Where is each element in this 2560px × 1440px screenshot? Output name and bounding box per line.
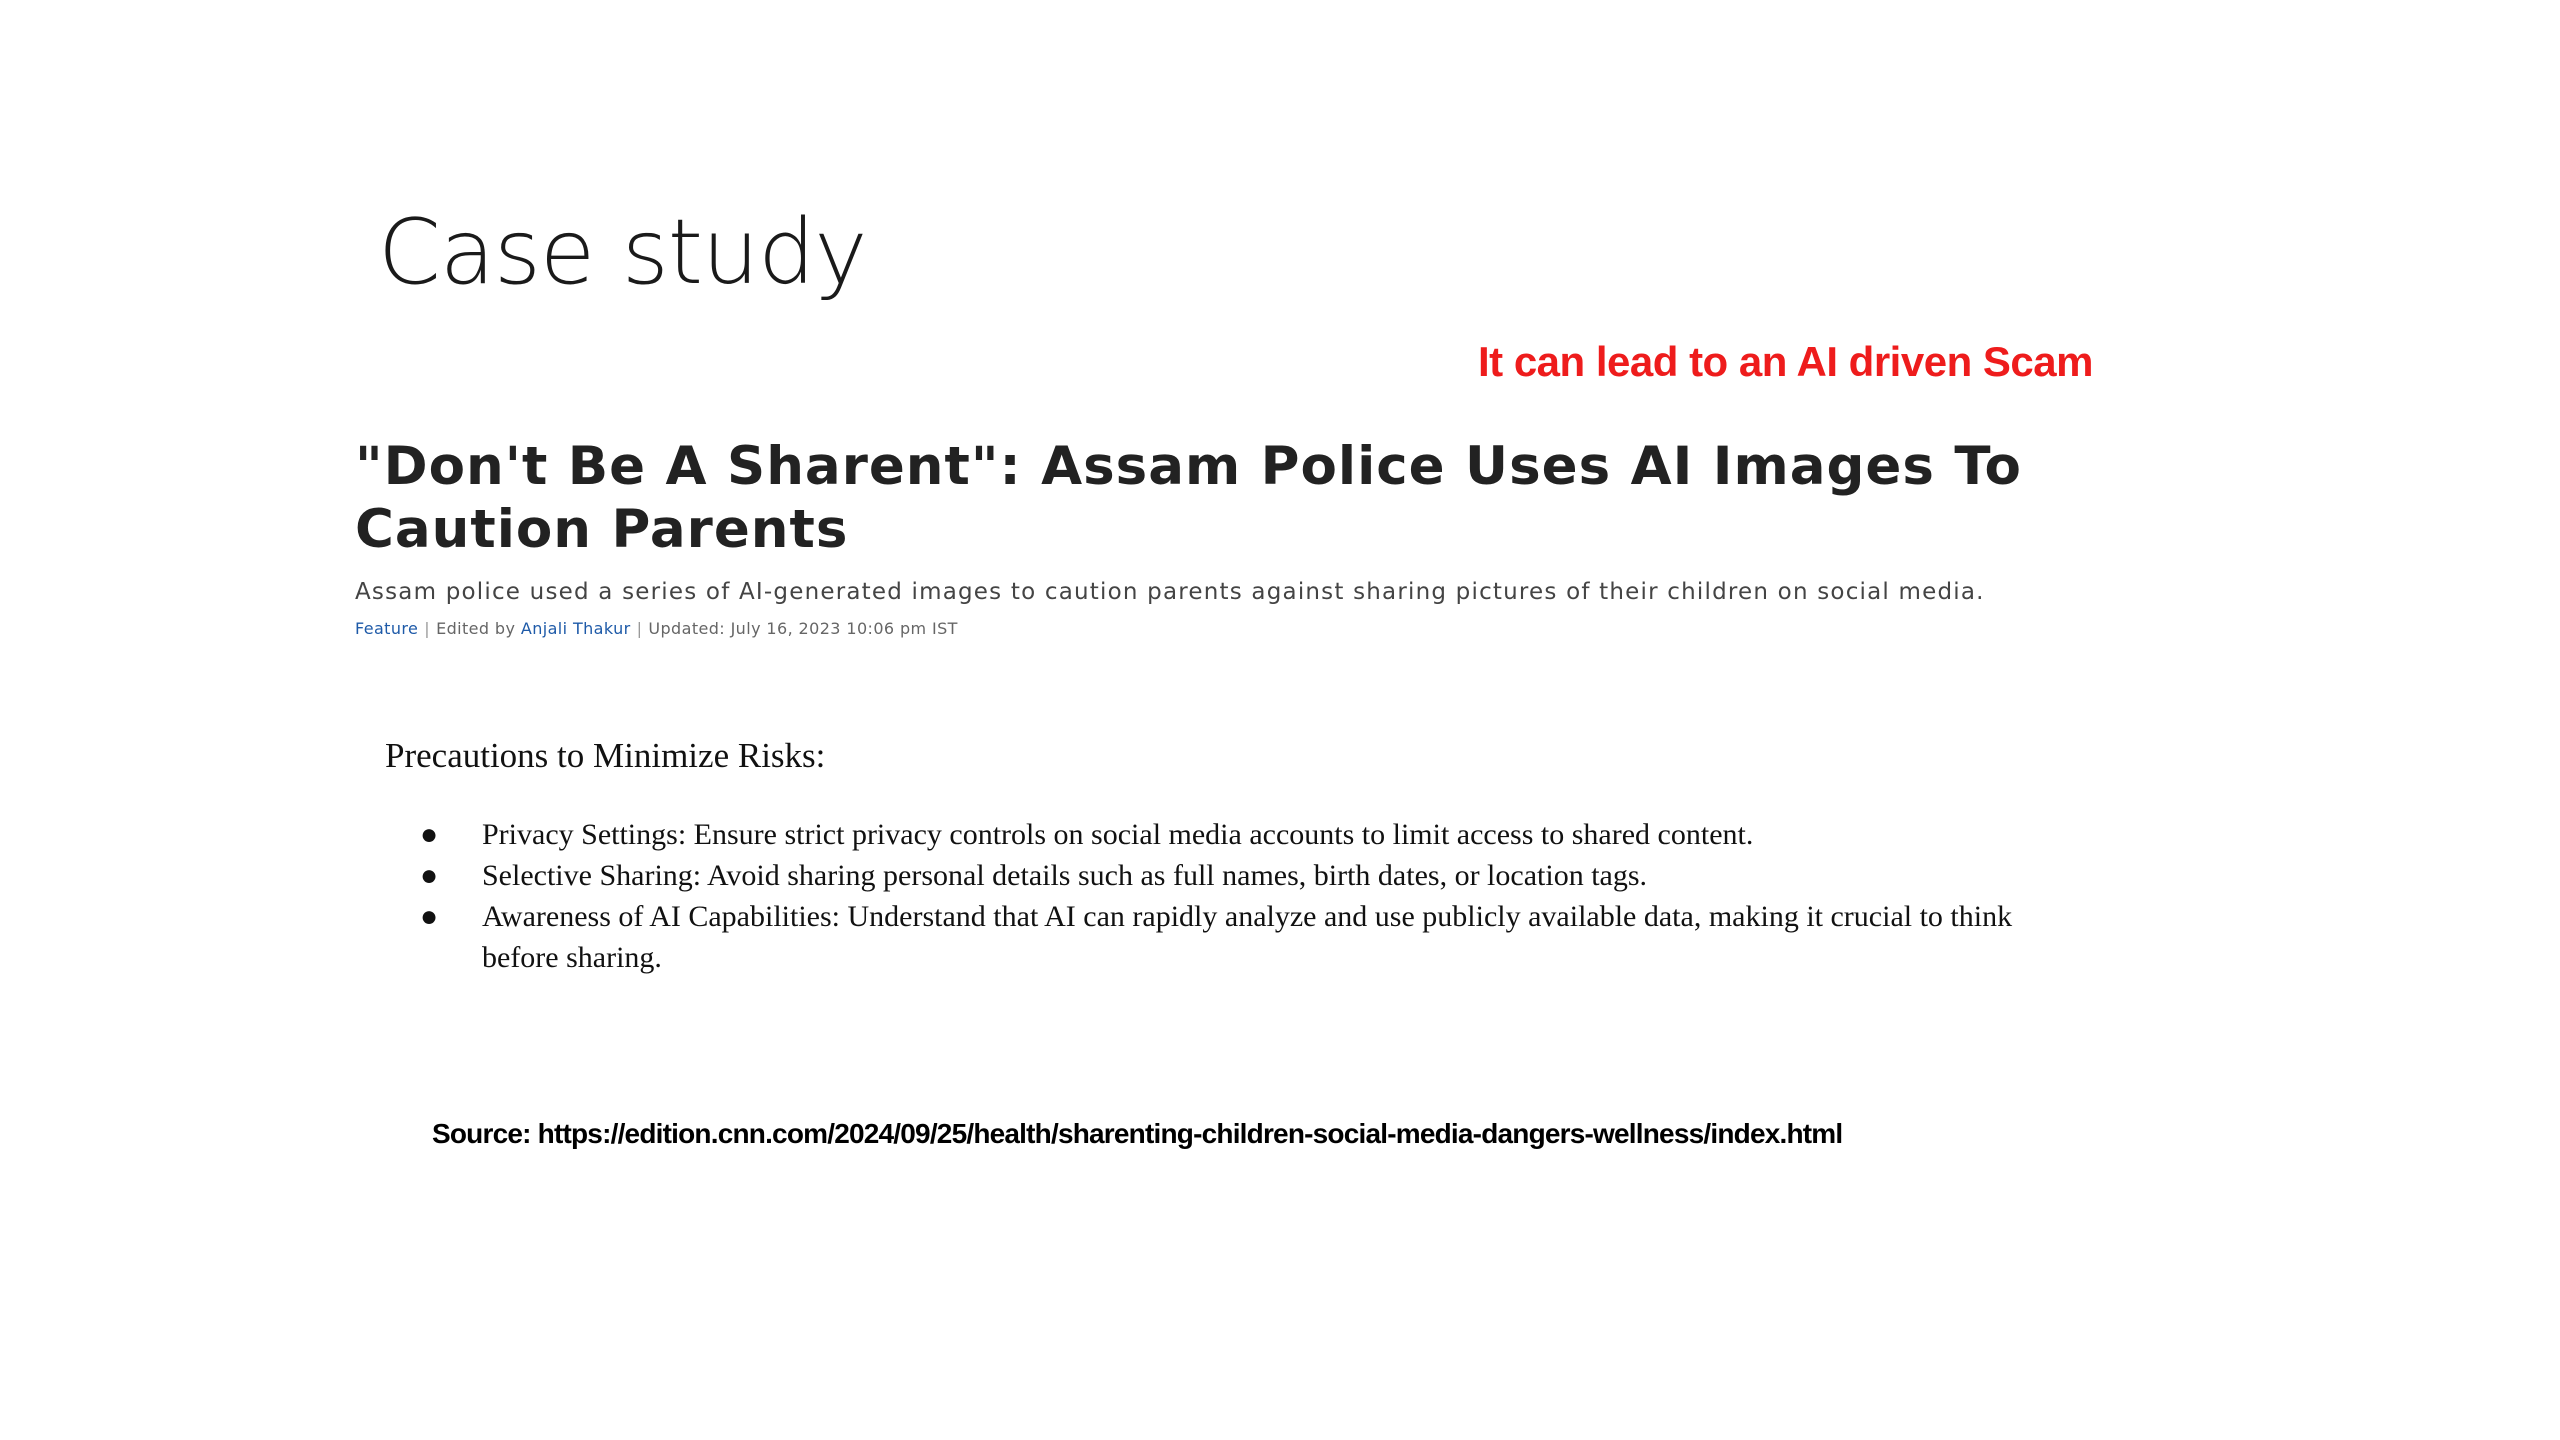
byline-edited-prefix: Edited by bbox=[436, 619, 516, 638]
article-byline bbox=[355, 619, 2175, 638]
scam-callout: It can lead to an AI driven Scam bbox=[1478, 338, 2093, 385]
byline-category: Feature bbox=[355, 619, 419, 638]
precautions-section bbox=[385, 736, 2085, 978]
byline-updated: Updated: July 16, 2023 10:06 pm IST bbox=[648, 619, 958, 638]
bullet-icon: ● bbox=[420, 900, 439, 933]
source-label: Source: bbox=[432, 1118, 531, 1149]
list-item-text: Selective Sharing: Avoid sharing personal details such as full names, birth dates, or location tags. bbox=[482, 859, 1648, 892]
source-citation bbox=[432, 1118, 1842, 1150]
list-item bbox=[385, 855, 2085, 896]
precautions-heading: Precautions to Minimize Risks: bbox=[385, 736, 826, 775]
article-subhead: Assam police used a series of AI-generated images to caution parents against sharing pictures of their children on social media. bbox=[355, 579, 1985, 605]
news-article-clipping bbox=[355, 435, 2175, 638]
list-item bbox=[385, 814, 2085, 855]
byline-separator: | bbox=[424, 619, 431, 638]
bullet-icon: ● bbox=[420, 859, 439, 892]
article-headline: "Don't Be A Sharent": Assam Police Uses AI Images To Caution Parents bbox=[355, 436, 2022, 560]
byline-editor: Anjali Thakur bbox=[520, 619, 631, 638]
source-url: https://edition.cnn.com/2024/09/25/health/sharenting-children-social-media-dangers-wellness/index.html bbox=[537, 1118, 1843, 1149]
slide-title: Case study bbox=[378, 200, 867, 305]
bullet-icon: ● bbox=[420, 818, 439, 851]
list-item-text: Awareness of AI Capabilities: Understand that AI can rapidly analyze and use publicly available data, making it crucial to think before sharing. bbox=[482, 900, 2013, 974]
precautions-list bbox=[385, 814, 2085, 978]
byline-separator: | bbox=[636, 619, 643, 638]
list-item bbox=[385, 896, 2085, 978]
list-item-text: Privacy Settings: Ensure strict privacy controls on social media accounts to limit access to shared content. bbox=[482, 818, 1754, 851]
